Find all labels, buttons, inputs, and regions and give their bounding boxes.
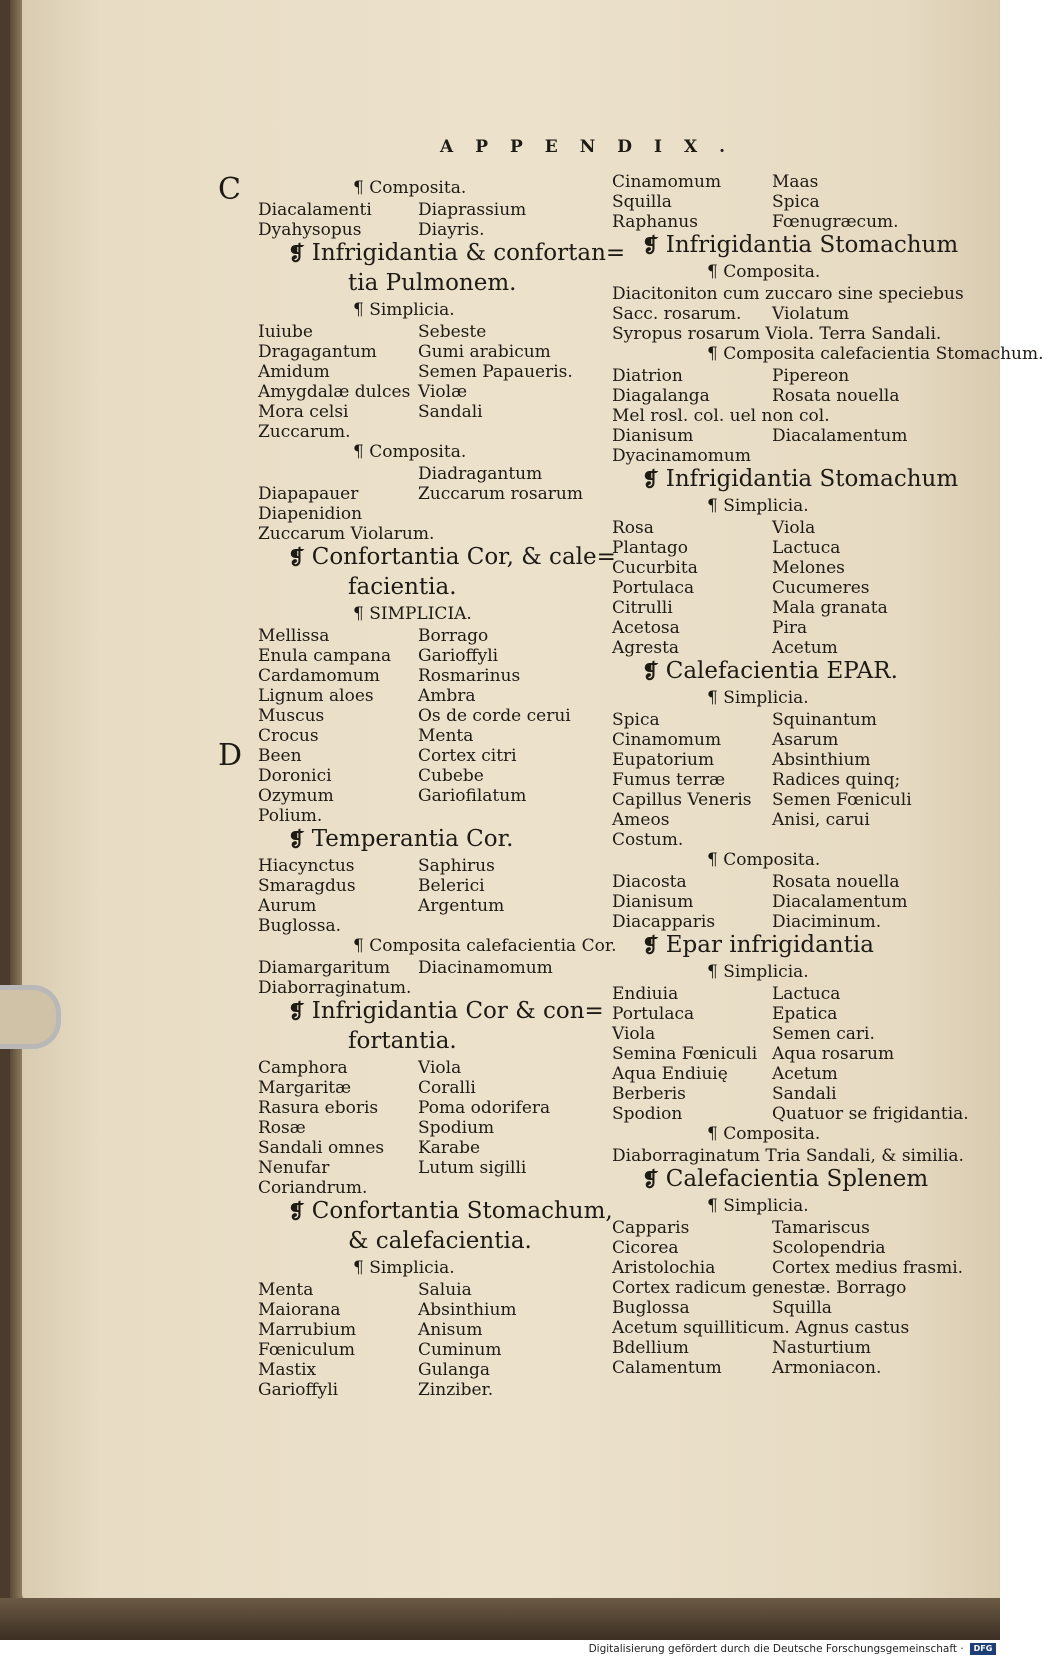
item-left: Calamentum [612, 1358, 722, 1378]
list-item [612, 1044, 952, 1064]
item-right: Ambra [418, 686, 476, 706]
section-heading [288, 998, 604, 1024]
list-item [612, 1024, 952, 1044]
item-left: Agresta [612, 638, 680, 658]
item-left: Hiacynctus [258, 856, 355, 876]
list-item [258, 1138, 588, 1158]
item-right: Diadragantum [418, 464, 543, 484]
text-line: Diacitoniton cum zuccaro sine speciebus [612, 284, 964, 304]
item-right: Armoniacon. [772, 1358, 882, 1378]
item-left: Rosa [612, 518, 654, 538]
item-left: Fumus terræ [612, 770, 726, 790]
section-heading-text: Calefacientia EPAR. [665, 658, 898, 684]
subsection-label: ¶ Simplicia. [707, 962, 809, 982]
page-header: APPENDIX. [440, 137, 748, 157]
list-item [258, 464, 588, 484]
item-left: Camphora [258, 1058, 348, 1078]
list-item [612, 618, 952, 638]
list-item [612, 1338, 952, 1358]
list-item [258, 806, 588, 826]
item-left: Capillus Veneris [612, 790, 752, 810]
pilcrow-icon: ❡ [288, 241, 312, 265]
item-left: Semina Fœniculi [612, 1044, 758, 1064]
subsection-label: ¶ Composita. [707, 1124, 821, 1144]
item-right: Cucumeres [772, 578, 870, 598]
section-heading [642, 932, 874, 958]
list-item [612, 1064, 952, 1084]
item-right: Absinthium [772, 750, 871, 770]
list-item [258, 484, 588, 504]
item-right: Cuminum [418, 1340, 502, 1360]
list-item [612, 1298, 952, 1318]
text-line: Diaborraginatum Tria Sandali, & similia. [612, 1146, 964, 1166]
item-left: Cucurbita [612, 558, 698, 578]
item-left: Zuccarum. [258, 422, 351, 442]
item-right: Anisum [418, 1320, 483, 1340]
item-left: Buglossa [612, 1298, 690, 1318]
list-item [612, 830, 952, 850]
item-right: Pira [772, 618, 808, 638]
item-right: Lactuca [772, 538, 841, 558]
item-left: Ameos [612, 810, 670, 830]
list-item [612, 1004, 952, 1024]
item-left: Rasura eboris [258, 1098, 379, 1118]
item-right: Spica [772, 192, 820, 212]
item-right: Gariofilatum [418, 786, 527, 806]
list-item [612, 1358, 952, 1378]
item-right: Sandali [418, 402, 483, 422]
pilcrow-icon: ❡ [288, 1199, 312, 1223]
list-item [612, 598, 952, 618]
dfg-logo-icon: DFG [970, 1643, 996, 1655]
item-right: Diacalamentum [772, 892, 908, 912]
section-heading-continued: facientia. [348, 574, 457, 600]
subsection-label: ¶ SIMPLICIA. [353, 604, 472, 624]
item-right: Rosata nouella [772, 386, 900, 406]
item-right: Os de corde cerui [418, 706, 571, 726]
list-item [612, 1258, 964, 1278]
section-heading-text: Temperantia Cor. [311, 826, 514, 852]
item-left: Portulaca [612, 578, 695, 598]
item-left: Berberis [612, 1084, 686, 1104]
section-heading-text: Infrigidantia Stomachum [665, 232, 959, 258]
pilcrow-icon: ❡ [642, 467, 666, 491]
item-right: Squinantum [772, 710, 877, 730]
item-left: Cardamomum [258, 666, 380, 686]
list-item [258, 876, 588, 896]
subsection-label: ¶ Composita. [353, 178, 467, 198]
item-left: Been [258, 746, 302, 766]
item-right: Lutum sigilli [418, 1158, 527, 1178]
item-right: Maas [772, 172, 819, 192]
item-left: Doronici [258, 766, 332, 786]
item-right: Acetum [772, 1064, 838, 1084]
item-right: Absinthium [418, 1300, 517, 1320]
item-right: Viola [418, 1058, 462, 1078]
list-item [612, 446, 952, 466]
item-right: Anisi, carui [772, 810, 870, 830]
item-left: Margaritæ [258, 1078, 352, 1098]
item-right: Scolopendria [772, 1238, 886, 1258]
list-item [258, 1158, 588, 1178]
item-left: Sandali omnes [258, 1138, 385, 1158]
list-item [612, 386, 952, 406]
list-item [612, 730, 952, 750]
item-right: Nasturtium [772, 1338, 871, 1358]
list-item [258, 686, 588, 706]
section-heading-continued: fortantia. [348, 1028, 457, 1054]
pilcrow-icon: ❡ [288, 827, 312, 851]
list-item [612, 1238, 952, 1258]
footer-text: Digitalisierung gefördert durch die Deutsche Forschungsgemeinschaft [588, 1643, 957, 1655]
subsection-label: ¶ Simplicia. [353, 1258, 455, 1278]
item-right: Diaciminum. [772, 912, 882, 932]
list-item [258, 220, 588, 240]
item-right: Argentum [418, 896, 505, 916]
item-left: Dianisum [612, 426, 694, 446]
item-right: Tamariscus [772, 1218, 870, 1238]
item-left: Mora celsi [258, 402, 349, 422]
list-item [258, 1118, 588, 1138]
list-item [612, 1084, 952, 1104]
item-right: Melones [772, 558, 845, 578]
pilcrow-icon: ❡ [642, 933, 666, 957]
item-left: Enula campana [258, 646, 392, 666]
list-item [258, 1078, 588, 1098]
item-right: Rosata nouella [772, 872, 900, 892]
section-heading-text: Infrigidantia Cor & con= [311, 998, 604, 1024]
item-left: Maiorana [258, 1300, 341, 1320]
item-left: Coriandrum. [258, 1178, 368, 1198]
item-left: Citrulli [612, 598, 673, 618]
item-right: Cubebe [418, 766, 484, 786]
list-item [258, 978, 588, 998]
item-left: Fœniculum [258, 1340, 356, 1360]
margin-letter-d: D [218, 738, 243, 773]
item-right: Diayris. [418, 220, 485, 240]
item-right: Semen Fœniculi [772, 790, 912, 810]
item-left: Nenufar [258, 1158, 330, 1178]
section-heading [288, 240, 625, 266]
list-item [612, 750, 952, 770]
list-item [258, 896, 588, 916]
item-right: Semen Papaueris. [418, 362, 573, 382]
item-left: Diacosta [612, 872, 687, 892]
text-line: Syropus rosarum Viola. Terra Sandali. [612, 324, 942, 344]
item-left: Polium. [258, 806, 323, 826]
list-item [258, 916, 588, 936]
item-left: Viola [612, 1024, 656, 1044]
list-item [612, 304, 952, 324]
list-item [612, 710, 952, 730]
item-right: Cortex citri [418, 746, 517, 766]
item-left: Endiuia [612, 984, 679, 1004]
margin-letter-c: C [218, 172, 241, 207]
item-left: Bdellium [612, 1338, 689, 1358]
list-item [258, 746, 588, 766]
pilcrow-icon: ❡ [288, 999, 312, 1023]
list-item [258, 1058, 588, 1078]
pilcrow-icon: ❡ [642, 1167, 666, 1191]
subsection-label: ¶ Composita calefacientia Cor. [353, 936, 617, 956]
page-clip [0, 985, 61, 1049]
item-right: Zinziber. [418, 1380, 494, 1400]
item-left: Capparis [612, 1218, 690, 1238]
item-left: Mastix [258, 1360, 317, 1380]
list-item [258, 1300, 588, 1320]
item-right: Acetum [772, 638, 838, 658]
pilcrow-icon: ❡ [288, 545, 312, 569]
list-item [612, 578, 952, 598]
text-line: Acetum squilliticum. Agnus castus [612, 1318, 910, 1338]
subsection-label: ¶ Composita. [707, 850, 821, 870]
item-right: Belerici [418, 876, 485, 896]
list-item [258, 666, 588, 686]
item-left: Raphanus [612, 212, 698, 232]
list-item [258, 1280, 588, 1300]
item-left: Diatrion [612, 366, 683, 386]
item-right: Radices quinq; [772, 770, 901, 790]
item-left: Iuiube [258, 322, 313, 342]
item-right: Asarum [772, 730, 839, 750]
item-right: Diaprassium [418, 200, 527, 220]
item-right: Pipereon [772, 366, 850, 386]
item-right: Violatum [772, 304, 850, 324]
list-item [258, 422, 588, 442]
list-item [258, 1360, 588, 1380]
item-left: Garioffyli [258, 1380, 339, 1400]
list-item [612, 912, 952, 932]
book-bottom-edge [0, 1598, 1000, 1642]
list-item [612, 770, 952, 790]
list-item [258, 524, 588, 544]
item-right: Diacalamentum [772, 426, 908, 446]
item-left: Diamargaritum [258, 958, 391, 978]
section-heading-text: Confortantia Stomachum, [311, 1198, 613, 1224]
item-right: Viola [772, 518, 816, 538]
item-left: Mellissa [258, 626, 330, 646]
item-left: Portulaca [612, 1004, 695, 1024]
list-item [258, 786, 588, 806]
item-left: Cicorea [612, 1238, 679, 1258]
item-left: Zuccarum Violarum. [258, 524, 435, 544]
item-left: Diapenidion [258, 504, 363, 524]
item-left: Ozymum [258, 786, 334, 806]
item-left: Buglossa. [258, 916, 341, 936]
item-left: Amidum [258, 362, 330, 382]
item-left: Acetosa [612, 618, 680, 638]
item-right: Rosmarinus [418, 666, 521, 686]
text-line: Mel rosl. col. uel non col. [612, 406, 830, 426]
list-item [258, 322, 588, 342]
item-left: Diapapauer [258, 484, 359, 504]
item-right: Fœnugræcum. [772, 212, 899, 232]
list-item [612, 984, 952, 1004]
list-item [258, 1380, 588, 1400]
section-heading-text: Epar infrigidantia [665, 932, 874, 958]
item-left: Smaragdus [258, 876, 356, 896]
list-item [612, 426, 952, 446]
subsection-label: ¶ Simplicia. [707, 1196, 809, 1216]
item-left: Amygdalæ dulces [258, 382, 411, 402]
list-item [612, 810, 952, 830]
item-right: Coralli [418, 1078, 476, 1098]
subsection-label: ¶ Composita. [353, 442, 467, 462]
footer: Digitalisierung gefördert durch die Deutsche Forschungsgemeinschaft · DFG [0, 1640, 1000, 1659]
item-right: Aqua rosarum [772, 1044, 895, 1064]
item-right: Semen cari. [772, 1024, 875, 1044]
item-right: Garioffyli [418, 646, 499, 666]
list-item [258, 382, 588, 402]
item-left: Diacalamenti [258, 200, 372, 220]
item-right: Lactuca [772, 984, 841, 1004]
list-item [258, 726, 588, 746]
item-left: Squilla [612, 192, 672, 212]
item-right: Menta [418, 726, 474, 746]
list-item [258, 1178, 588, 1198]
item-left: Aurum [258, 896, 317, 916]
item-left: Aqua Endiuię [612, 1064, 728, 1084]
item-left: Marrubium [258, 1320, 357, 1340]
item-left: Costum. [612, 830, 684, 850]
item-right: Gulanga [418, 1360, 491, 1380]
item-right: Mala granata [772, 598, 888, 618]
list-item [258, 626, 588, 646]
section-heading [288, 1198, 613, 1224]
item-left: Dyahysopus [258, 220, 362, 240]
item-right: Squilla [772, 1298, 832, 1318]
item-right: Zuccarum rosarum [418, 484, 583, 504]
list-item [612, 872, 952, 892]
section-heading [642, 1166, 928, 1192]
item-left: Sacc. rosarum. [612, 304, 742, 324]
item-right: Spodium [418, 1118, 495, 1138]
section-heading-text: Calefacientia Splenem [665, 1166, 929, 1192]
item-left: Diacapparis [612, 912, 716, 932]
item-left: Spica [612, 710, 660, 730]
section-heading [642, 232, 958, 258]
pilcrow-icon: ❡ [642, 659, 666, 683]
item-right: Sebeste [418, 322, 487, 342]
list-item [612, 892, 952, 912]
item-right: Poma odorifera [418, 1098, 551, 1118]
list-item [258, 402, 588, 422]
list-item [612, 366, 952, 386]
section-heading [288, 544, 616, 570]
item-right: Quatuor se frigidantia. [772, 1104, 969, 1124]
subsection-label: ¶ Composita calefacientia Stomachum. [707, 344, 1044, 364]
list-item [612, 212, 952, 232]
item-right: Cortex medius frasmi. [772, 1258, 964, 1278]
item-left: Eupatorium [612, 750, 715, 770]
section-heading [288, 826, 513, 852]
section-heading [642, 466, 958, 492]
subsection-label: ¶ Composita. [707, 262, 821, 282]
item-left: Rosæ [258, 1118, 306, 1138]
item-left: Diaborraginatum. [258, 978, 412, 998]
item-right: Sandali [772, 1084, 837, 1104]
list-item [612, 192, 952, 212]
item-right: Saphirus [418, 856, 495, 876]
list-item [258, 646, 588, 666]
section-heading-text: Infrigidantia & confortan= [311, 240, 626, 266]
subsection-label: ¶ Simplicia. [707, 496, 809, 516]
item-left: Cinamomum [612, 730, 722, 750]
item-right: Karabe [418, 1138, 481, 1158]
section-heading-continued: tia Pulmonem. [348, 270, 517, 296]
list-item [258, 362, 588, 382]
list-item [612, 790, 952, 810]
section-heading-continued: & calefacientia. [348, 1228, 532, 1254]
list-item [612, 172, 952, 192]
subsection-label: ¶ Simplicia. [353, 300, 455, 320]
list-item [258, 766, 588, 786]
list-item [258, 1340, 588, 1360]
list-item [612, 518, 952, 538]
list-item [258, 1098, 588, 1118]
item-left: Dyacinamomum [612, 446, 751, 466]
item-right: Borrago [418, 626, 489, 646]
list-item [258, 504, 588, 524]
list-item [612, 638, 952, 658]
list-item [612, 1218, 952, 1238]
list-item [612, 538, 952, 558]
item-right: Saluia [418, 1280, 472, 1300]
list-item [612, 558, 952, 578]
item-right: Diacinamomum [418, 958, 553, 978]
list-item [258, 856, 588, 876]
list-item [258, 342, 588, 362]
item-left: Menta [258, 1280, 314, 1300]
item-left: Muscus [258, 706, 325, 726]
text-line: Cortex radicum genestæ. Borrago [612, 1278, 907, 1298]
item-left: Spodion [612, 1104, 683, 1124]
item-left: Aristolochia [612, 1258, 716, 1278]
item-left: Diagalanga [612, 386, 710, 406]
pilcrow-icon: ❡ [642, 233, 666, 257]
list-item [258, 200, 588, 220]
item-right: Gumi arabicum [418, 342, 551, 362]
list-item [258, 958, 588, 978]
item-left: Dragagantum [258, 342, 377, 362]
subsection-label: ¶ Simplicia. [707, 688, 809, 708]
item-left: Cinamomum [612, 172, 722, 192]
item-right: Violæ [418, 382, 468, 402]
list-item [612, 1104, 969, 1124]
list-item [258, 1320, 588, 1340]
item-right: Epatica [772, 1004, 838, 1024]
item-left: Lignum aloes [258, 686, 374, 706]
section-heading-text: Infrigidantia Stomachum [665, 466, 959, 492]
list-item [258, 706, 588, 726]
item-left: Plantago [612, 538, 689, 558]
item-left: Dianisum [612, 892, 694, 912]
item-left: Crocus [258, 726, 319, 746]
section-heading-text: Confortantia Cor, & cale= [311, 544, 616, 570]
section-heading [642, 658, 898, 684]
